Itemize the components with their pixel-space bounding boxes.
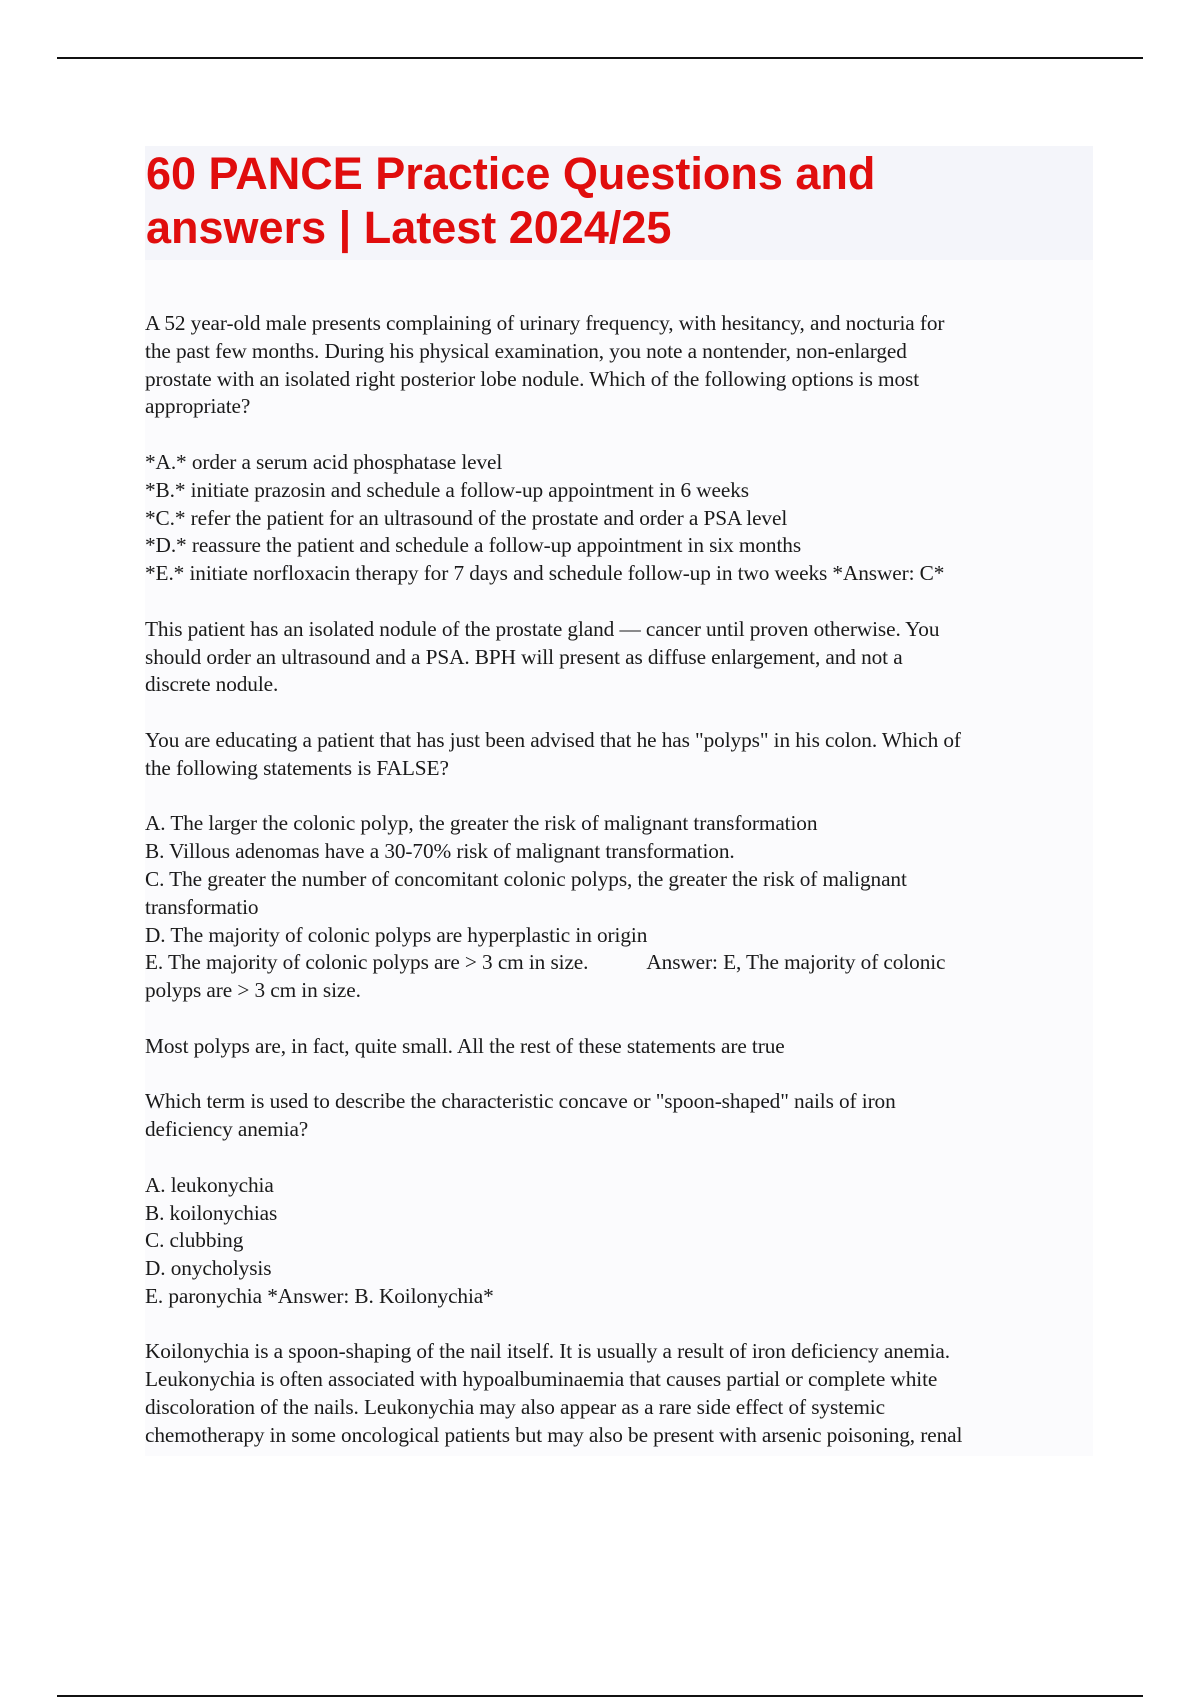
question-3-stem bbox=[145, 1088, 1093, 1144]
option-line bbox=[145, 949, 1093, 977]
option-line: D. onycholysis bbox=[145, 1256, 272, 1281]
option-line: B. koilonychias bbox=[145, 1200, 278, 1225]
option-line: C. clubbing bbox=[145, 1228, 244, 1253]
option-line: *E.* initiate norfloxacin therapy for 7 days and schedule follow-up in two weeks *Answer: C* bbox=[145, 561, 945, 586]
option-line: C. The greater the number of concomitant colonic polyps, the greater the risk of malignant bbox=[145, 866, 907, 891]
option-e: E. The majority of colonic polyps are > 3 cm in size. bbox=[145, 950, 589, 975]
text-line: discoloration of the nails. Leukonychia may also appear as a rare side effect of systemic bbox=[145, 1395, 885, 1420]
option-line: *D.* reassure the patient and schedule a follow-up appointment in six months bbox=[145, 533, 802, 558]
option-line: E. paronychia *Answer: B. Koilonychia* bbox=[145, 1283, 494, 1308]
question-1-explanation bbox=[145, 616, 1093, 699]
question-1-options bbox=[145, 449, 1093, 588]
text-line: discrete nodule. bbox=[145, 672, 279, 697]
option-line: A. The larger the colonic polyp, the greater the risk of malignant transformation bbox=[145, 811, 818, 836]
document-body bbox=[145, 310, 1093, 1450]
option-line: transformatio bbox=[145, 894, 259, 919]
text-line: should order an ultrasound and a PSA. BPH will present as diffuse enlargement, and not a bbox=[145, 644, 903, 669]
answer-text: Answer: E, The majority of colonic bbox=[646, 950, 946, 975]
text-line: Koilonychia is a spoon-shaping of the nail itself. It is usually a result of iron deficiency anemia. bbox=[145, 1339, 950, 1364]
text-line: the past few months. During his physical examination, you note a nontender, non-enlarged bbox=[145, 338, 907, 363]
title-box bbox=[145, 146, 1093, 260]
title-line: 60 PANCE Practice Questions and bbox=[146, 148, 876, 199]
option-line: *B.* initiate prazosin and schedule a follow-up appointment in 6 weeks bbox=[145, 477, 749, 502]
text-line: This patient has an isolated nodule of the prostate gland — cancer until proven otherwise. You bbox=[145, 616, 940, 641]
option-line: *C.* refer the patient for an ultrasound of the prostate and order a PSA level bbox=[145, 505, 788, 530]
title-line: answers | Latest 2024/25 bbox=[146, 202, 672, 253]
question-3-options bbox=[145, 1172, 1093, 1311]
document-title bbox=[146, 147, 1026, 255]
text-line: You are educating a patient that has just been advised that he has "polyps" in his colon. Which of bbox=[145, 727, 961, 752]
text-line: the following statements is FALSE? bbox=[145, 755, 449, 780]
page-bottom-rule bbox=[57, 1695, 1143, 1697]
question-1-stem bbox=[145, 310, 1093, 421]
text-line: A 52 year-old male presents complaining of urinary frequency, with hesitancy, and nocturia for bbox=[145, 311, 945, 335]
text-line: prostate with an isolated right posterior lobe nodule. Which of the following options is most bbox=[145, 366, 920, 391]
option-line: B. Villous adenomas have a 30-70% risk of malignant transformation. bbox=[145, 839, 735, 864]
page-top-rule bbox=[57, 57, 1143, 59]
document-page bbox=[145, 146, 1093, 1456]
text-line: Which term is used to describe the characteristic concave or "spoon-shaped" nails of iron bbox=[145, 1089, 896, 1114]
question-2-options bbox=[145, 810, 1093, 1005]
question-2-stem bbox=[145, 727, 1093, 783]
option-line: D. The majority of colonic polyps are hyperplastic in origin bbox=[145, 922, 648, 947]
text-line: deficiency anemia? bbox=[145, 1117, 309, 1142]
question-2-explanation bbox=[145, 1033, 1093, 1061]
question-3-explanation bbox=[145, 1338, 1093, 1449]
text-line: appropriate? bbox=[145, 394, 251, 419]
text-line: chemotherapy in some oncological patients but may also be present with arsenic poisoning, renal bbox=[145, 1422, 963, 1447]
text-line: Leukonychia is often associated with hypoalbuminaemia that causes partial or complete white bbox=[145, 1367, 938, 1392]
option-line: A. leukonychia bbox=[145, 1172, 274, 1197]
answer-continuation: polyps are > 3 cm in size. bbox=[145, 978, 361, 1003]
text-line: Most polyps are, in fact, quite small. All the rest of these statements are true bbox=[145, 1033, 785, 1058]
option-line: *A.* order a serum acid phosphatase level bbox=[145, 449, 503, 474]
